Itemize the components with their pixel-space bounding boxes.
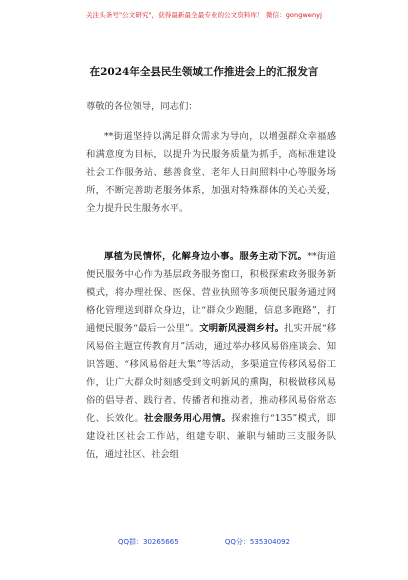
qq-group-text: QQ群：30265665 <box>118 538 179 546</box>
heading-bold-civilization: 文明新风浸润乡村。 <box>199 323 285 334</box>
text-social-service-detail: 探索推行“135”模式，即建设社区社会工作站，组建专职、兼职与辅助三支服务队伍，通过社区、社会组 <box>86 413 336 460</box>
paragraph-intro: **街道坚持以满足群众需求为导向，以增强群众幸福感和满意度为目标，以提升为民服务质量为抓手，高标准建设社会工作服务站、慈善食堂、老年人日间照料中心等服务场所，不断完善助老服务体系，加强对特殊群体的关心关爱，全力提升民生服务水平。 <box>86 131 336 214</box>
heading-bold-social-service: 社会服务用心用情。 <box>144 413 232 424</box>
salutation: 尊敬的各位领导，同志们： <box>86 101 198 112</box>
document-title: 在2024年全县民生领域工作推进会上的汇报发言 <box>89 66 319 78</box>
text-service-detail: **街道便民服务中心作为基层政务服务窗口，积极探索政务服务新模式，将办理社保、医保、营业执照等多项便民服务通过网格化管理送到群众身边，让“群众少跑腿，信息多跑路”，打通便民服务“最后一公里”。 <box>86 251 336 334</box>
text-civilization-detail: 扎实开展“移风易俗主题宣传教育月”活动，通过举办移风易俗座谈会、知识答题、“移风易俗赶大集”等活动，多渠道宣传移风易俗工作，让广大群众时刻感受到文明新风的熏陶，积极做移风易俗的倡导者、践行者、传播者和推动者，推动移风易俗常态化、长效化。 <box>86 323 336 424</box>
paragraph-services <box>86 248 336 464</box>
qq-text: QQ分：535304092 <box>224 538 290 546</box>
footer-contacts <box>0 537 408 547</box>
promo-banner: 关注头条号"公文研究"，获得最新最全最专业的公文资料库！ 微信：gongwenyj <box>85 11 323 19</box>
heading-bold-service: 厚植为民情怀，化解身边小事。服务主动下沉。 <box>104 251 308 262</box>
